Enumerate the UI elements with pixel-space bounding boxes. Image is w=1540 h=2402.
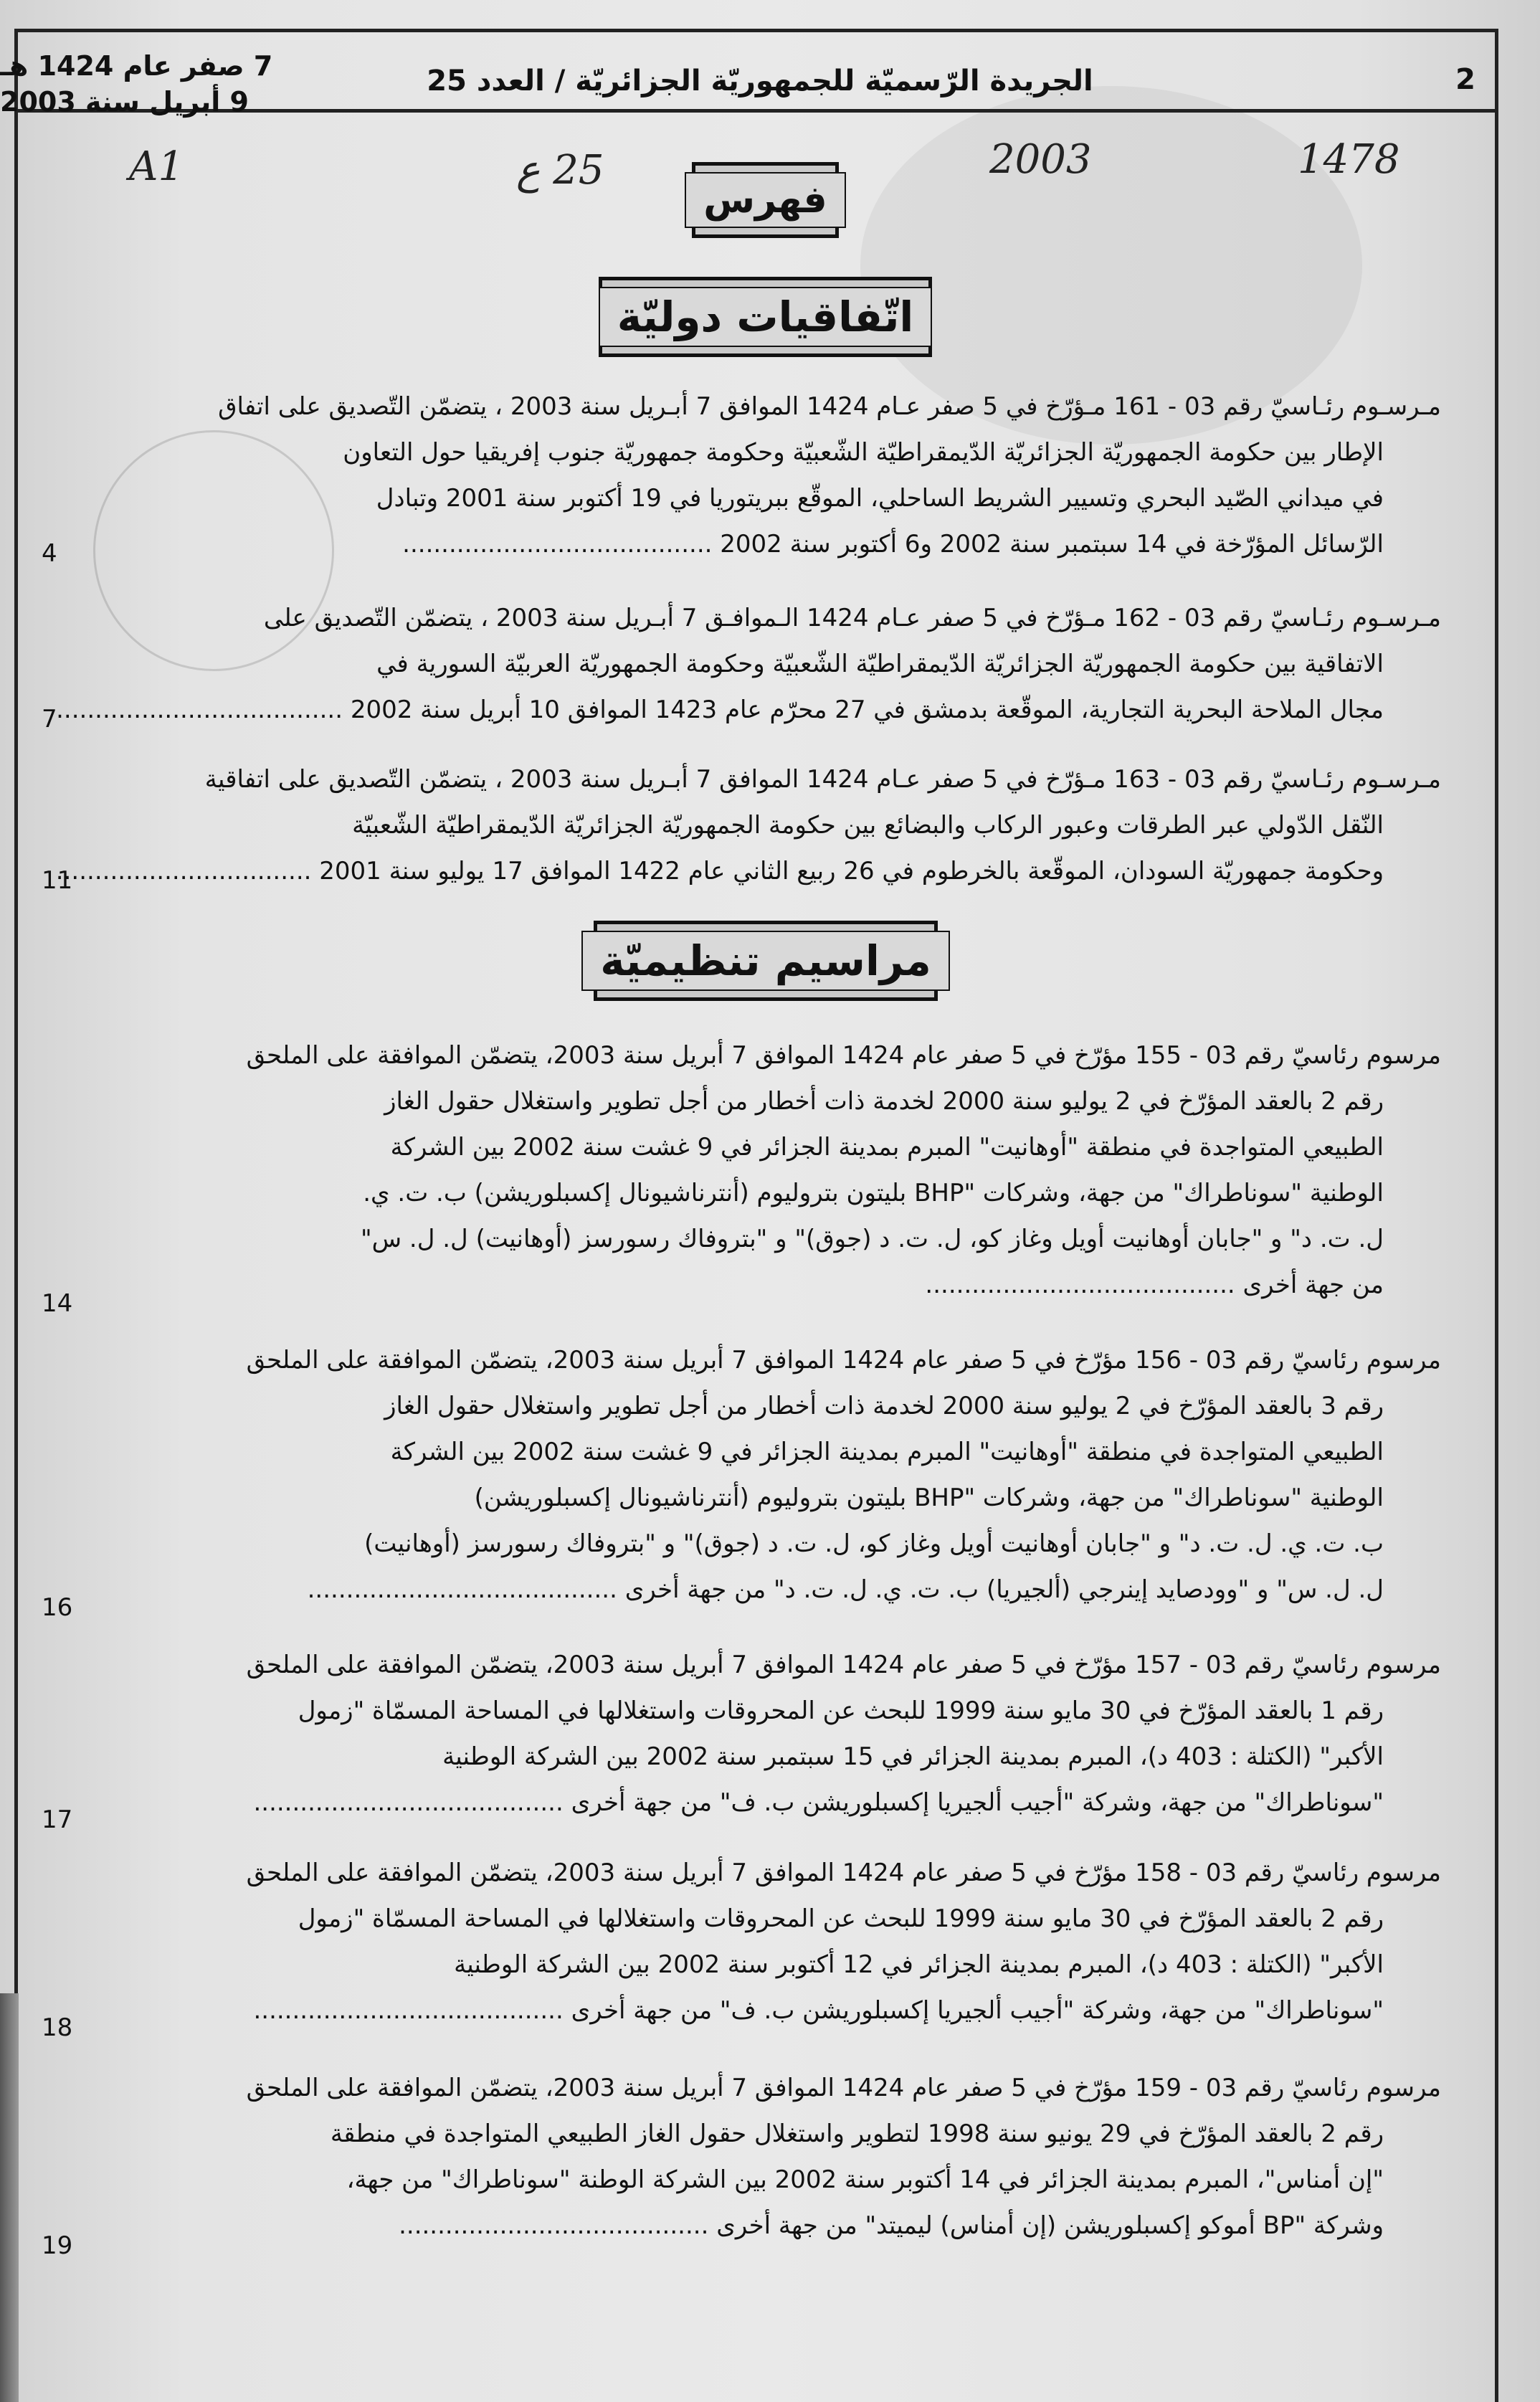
toc-page-number: 4	[42, 539, 57, 568]
entry-line: مـرسـوم رئـاسيّ رقم 03 - 161 مـؤرّخ في 5 صفر عـام 1424 الموافق 7 أبـريل سنة 2003 ، يتضمّن التّصديق على اتفاق	[218, 392, 1441, 421]
header-title: الجريدة الرّسميّة للجمهوريّة الجزائريّة / العدد 25	[427, 65, 1093, 98]
toc-entry-155[interactable]	[57, 1033, 1441, 1308]
entry-line: من جهة أخرى .....	[925, 1271, 1384, 1299]
handwritten-note-center-left: 25 ع	[516, 147, 604, 194]
entry-line: الوطنية "سوناطراك" من جهة، وشركات "BHP بليتون بتروليوم (أنترناشيونال إكسبلوريشن)	[474, 1484, 1384, 1512]
entry-line: وحكومة جمهوريّة السودان، الموقّعة بالخرطوم في 26 ربيع الثاني عام 1422 الموافق 17 يوليو سنة 2001 .....	[57, 857, 1384, 886]
index-title: فهرس	[685, 172, 845, 229]
page-binding-shadow	[0, 1993, 19, 2402]
toc-entry-162[interactable]	[57, 595, 1441, 733]
entry-line: رقم 2 بالعقد المؤرّخ في 29 يونيو سنة 1998 لتطوير واستغلال حقول الغاز الطبيعي المتواجدة في منطقة	[330, 2119, 1384, 2148]
entry-line: الأكبر" (الكتلة : 403 د)، المبرم بمدينة الجزائر في 12 أكتوبر سنة 2002 بين الشركة الوطنية	[454, 1950, 1384, 1979]
entry-line: في ميداني الصّيد البحري وتسيير الشريط الساحلي، الموقّع ببريتوريا في 19 أكتوبر سنة 2001 وتبادل	[376, 484, 1384, 513]
entry-line: ل. ت. د" و "جابان أوهانيت أويل وغاز كو، ل. ت. د (جوق)" و "بتروفاك رسورسز (أوهانيت) ل. ل. س"	[360, 1225, 1384, 1253]
international-agreements-title: اتّفاقيات دوليّة	[599, 287, 933, 347]
handwritten-note-center-right: 2003	[989, 136, 1092, 183]
header-page-number: 2	[1455, 63, 1475, 96]
regulatory-decrees-title: مراسيم تنظيميّة	[581, 931, 950, 991]
entry-line: ل. ل. س" و "وودصايد إينرجي (ألجيريا) ب. ت. ي. ل. ت. د" من جهة أخرى .....	[308, 1575, 1384, 1604]
entry-line: رقم 2 بالعقد المؤرّخ في 30 مايو سنة 1999 للبحث عن المحروقات واستغلالها في المساحة المسمّاة "زمول	[298, 1904, 1384, 1933]
toc-page-number: 14	[42, 1289, 73, 1318]
entry-line: رقم 3 بالعقد المؤرّخ في 2 يوليو سنة 2000 لخدمة ذات أخطار من أجل تطوير واستغلال حقول الغاز	[384, 1392, 1384, 1420]
entry-line: مـرسـوم رئـاسيّ رقم 03 - 163 مـؤرّخ في 5 صفر عـام 1424 الموافق 7 أبـريل سنة 2003 ، يتضمّن التّصديق على اتفاقية	[204, 765, 1441, 794]
entry-line: ب. ت. ي. ل. ت. د" و "جابان أوهانيت أويل وغاز كو، ل. ت. د (جوق)" و "بتروفاك رسورسز (أوهانيت)	[364, 1529, 1384, 1558]
entry-line: وشركة "BP أموكو إكسبلوريشن (إن أمناس) ليميتد" من جهة أخرى .....	[399, 2211, 1384, 2240]
toc-page-number: 7	[42, 705, 57, 734]
entry-line: "سوناطراك" من جهة، وشركة "أجيب ألجيريا إكسبلوريشن ب. ف" من جهة أخرى .....	[253, 1788, 1384, 1817]
international-agreements-title-box	[599, 277, 932, 357]
entry-line: الأكبر" (الكتلة : 403 د)، المبرم بمدينة الجزائر في 15 سبتمبر سنة 2002 بين الشركة الوطنية	[442, 1742, 1384, 1771]
entry-line: مرسوم رئاسيّ رقم 03 - 158 مؤرّخ في 5 صفر عام 1424 الموافق 7 أبريل سنة 2003، يتضمّن الموافقة على الملحق	[246, 1859, 1441, 1887]
entry-line: النّقل الدّولي عبر الطرقات وعبور الركاب والبضائع بين حكومة الجمهوريّة الجزائريّة الدّيمقراطيّة الشّعبيّة	[352, 811, 1384, 840]
toc-page-number: 19	[42, 2231, 73, 2260]
toc-entry-161[interactable]	[57, 384, 1441, 567]
entry-line: مرسوم رئاسيّ رقم 03 - 157 مؤرّخ في 5 صفر عام 1424 الموافق 7 أبريل سنة 2003، يتضمّن الموافقة على الملحق	[246, 1651, 1441, 1679]
toc-entry-163[interactable]	[57, 756, 1441, 894]
toc-page-number: 16	[42, 1593, 73, 1622]
entry-line: الطبيعي المتواجدة في منطقة "أوهانيت" المبرم بمدينة الجزائر في 9 غشت سنة 2002 بين الشركة	[390, 1438, 1384, 1466]
regulatory-decrees-title-box	[594, 921, 938, 1001]
handwritten-note-right: 1478	[1298, 136, 1400, 183]
entry-line: "سوناطراك" من جهة، وشركة "أجيب ألجيريا إكسبلوريشن ب. ف" من جهة أخرى .....	[253, 1996, 1384, 2025]
header-date-gregorian: 9 أبريل سنة 2003	[0, 86, 249, 118]
toc-page-number: 18	[42, 2013, 73, 2042]
entry-line: الوطنية "سوناطراك" من جهة، وشركات "BHP بليتون بتروليوم (أنترناشيونال إكسبلوريشن) ب. ت. ي.	[363, 1179, 1384, 1207]
toc-page-number: 11	[42, 866, 73, 895]
entry-line: مرسوم رئاسيّ رقم 03 - 156 مؤرّخ في 5 صفر عام 1424 الموافق 7 أبريل سنة 2003، يتضمّن الموافقة على الملحق	[246, 1346, 1441, 1375]
entry-line: مجال الملاحة البحرية التجارية، الموقّعة بدمشق في 27 محرّم عام 1423 الموافق 10 أبريل سنة 2002 .....	[57, 696, 1384, 724]
toc-page-number: 17	[42, 1805, 73, 1834]
toc-entry-157[interactable]	[57, 1642, 1441, 1826]
entry-line: الرّسائل المؤرّخة في 14 سبتمبر سنة 2002 و6 أكتوبر سنة 2002 .....	[402, 530, 1384, 559]
toc-entry-156[interactable]	[57, 1337, 1441, 1613]
handwritten-note-left: A1	[129, 143, 184, 190]
entry-line: الاتفاقية بين حكومة الجمهوريّة الجزائريّة الدّيمقراطيّة الشّعبيّة وحكومة الجمهوريّة العربيّة السورية في	[376, 650, 1384, 678]
entry-line: مرسوم رئاسيّ رقم 03 - 159 مؤرّخ في 5 صفر عام 1424 الموافق 7 أبريل سنة 2003، يتضمّن الموافقة على الملحق	[246, 2074, 1441, 2102]
entry-line: مـرسـوم رئـاسيّ رقم 03 - 162 مـؤرّخ في 5 صفر عـام 1424 الـموافـق 7 أبـريل سنة 2003 ، يتضمّن التّصديق على	[263, 604, 1441, 632]
entry-line: "إن أمناس"، المبرم بمدينة الجزائر في 14 أكتوبر سنة 2002 بين الشركة الوطنة "سوناطراك" من جهة،	[346, 2165, 1384, 2194]
toc-entry-158[interactable]	[57, 1850, 1441, 2033]
entry-line: مرسوم رئاسيّ رقم 03 - 155 مؤرّخ في 5 صفر عام 1424 الموافق 7 أبريل سنة 2003، يتضمّن الموافقة على الملحق	[246, 1041, 1441, 1070]
toc-entry-159[interactable]	[57, 2065, 1441, 2249]
entry-line: رقم 2 بالعقد المؤرّخ في 2 يوليو سنة 2000 لخدمة ذات أخطار من أجل تطوير واستغلال حقول الغاز	[384, 1087, 1384, 1116]
entry-line: الإطار بين حكومة الجمهوريّة الجزائريّة الدّيمقراطيّة الشّعبيّة وحكومة جمهوريّة جنوب إفريقيا حول التعاون	[343, 438, 1384, 467]
entry-line: رقم 1 بالعقد المؤرّخ في 30 مايو سنة 1999 للبحث عن المحروقات واستغلالها في المساحة المسمّاة "زمول	[298, 1696, 1384, 1725]
index-title-box	[692, 162, 839, 238]
entry-line: الطبيعي المتواجدة في منطقة "أوهانيت" المبرم بمدينة الجزائر في 9 غشت سنة 2002 بين الشركة	[390, 1133, 1384, 1162]
header-date-hijri: 7 صفر عام 1424 هـ	[0, 50, 273, 82]
